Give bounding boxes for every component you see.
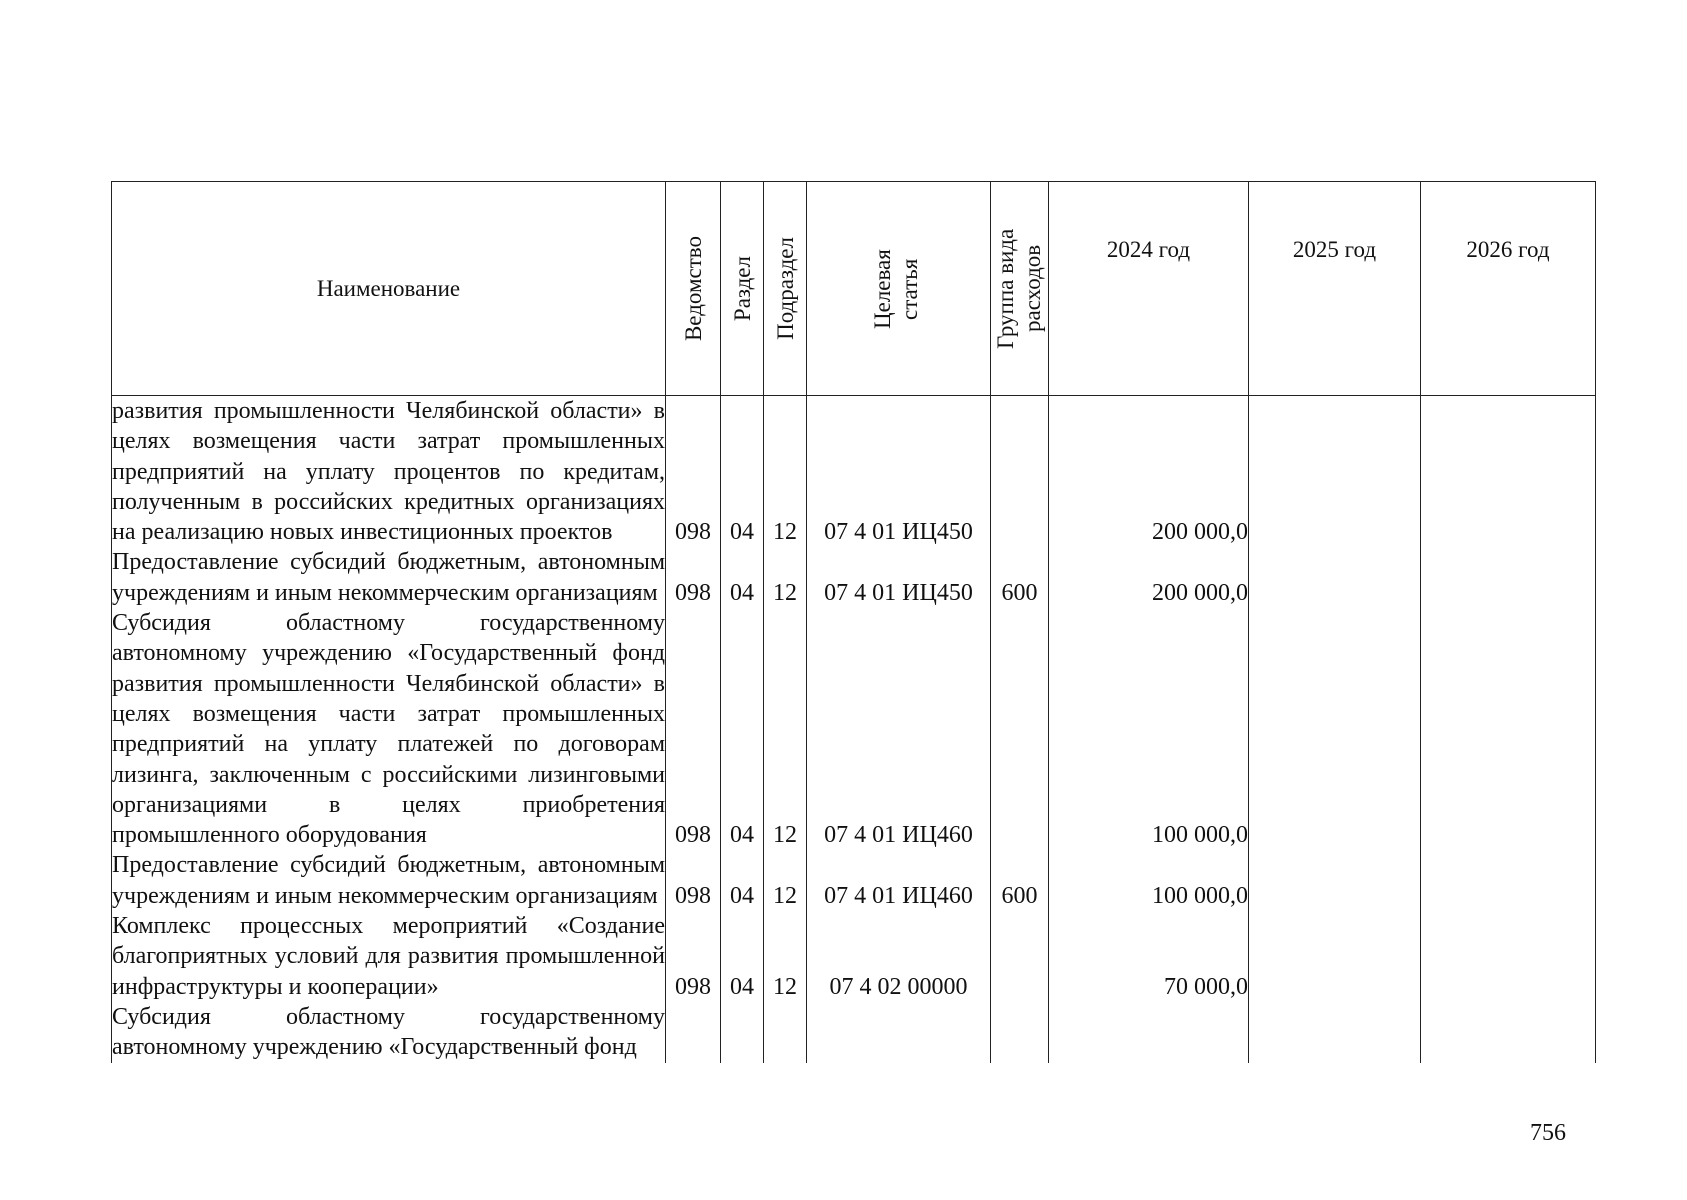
row-gruppa: 600 xyxy=(991,547,1049,608)
table-row xyxy=(112,850,1596,911)
row-vedomstvo xyxy=(666,1002,721,1063)
header-2026: 2026 год xyxy=(1421,182,1596,396)
row-podrazdel xyxy=(764,1002,807,1063)
row-2025 xyxy=(1249,396,1421,548)
table-row xyxy=(112,1002,1596,1063)
row-podrazdel: 12 xyxy=(764,850,807,911)
table-row xyxy=(112,396,1596,548)
row-celevaya-statya: 07 4 01 ИЦ450 xyxy=(807,547,991,608)
header-gruppa-vida-rashodov: Группа вида расходов xyxy=(991,182,1049,396)
row-razdel: 04 xyxy=(721,396,764,548)
table-row xyxy=(112,608,1596,850)
row-name: Субсидия областному государственному автономному учреждению «Государственный фонд развития промышленности Челябинской области» в целях возмещения части затрат промышленных предприятий на уплату платежей по договорам лизинга, заключенным с российскими лизинговыми организациями в целях приобретения промышленного оборудования xyxy=(112,608,666,850)
row-celevaya-statya: 07 4 01 ИЦ450 xyxy=(807,396,991,548)
row-vedomstvo: 098 xyxy=(666,547,721,608)
row-gruppa xyxy=(991,608,1049,850)
row-vedomstvo: 098 xyxy=(666,911,721,1002)
header-name: Наименование xyxy=(112,182,666,396)
row-name: развития промышленности Челябинской области» в целях возмещения части затрат промышленных предприятий на уплату процентов по кредитам, полученным в российских кредитных организациях на реализацию новых инвестиционных проектов xyxy=(112,396,666,548)
row-2024 xyxy=(1049,1002,1249,1063)
header-razdel: Раздел xyxy=(721,182,764,396)
row-celevaya-statya: 07 4 01 ИЦ460 xyxy=(807,850,991,911)
row-gruppa xyxy=(991,1002,1049,1063)
header-vedomstvo: Ведомство xyxy=(666,182,721,396)
row-2025 xyxy=(1249,911,1421,1002)
row-celevaya-statya: 07 4 01 ИЦ460 xyxy=(807,608,991,850)
header-2024: 2024 год xyxy=(1049,182,1249,396)
header-celevaya-statya: Целевая статья xyxy=(807,182,991,396)
row-2024: 100 000,0 xyxy=(1049,608,1249,850)
row-2024: 200 000,0 xyxy=(1049,547,1249,608)
row-podrazdel: 12 xyxy=(764,608,807,850)
row-2026 xyxy=(1421,547,1596,608)
row-gruppa xyxy=(991,396,1049,548)
row-celevaya-statya: 07 4 02 00000 xyxy=(807,911,991,1002)
row-razdel: 04 xyxy=(721,547,764,608)
row-vedomstvo: 098 xyxy=(666,850,721,911)
row-name: Предоставление субсидий бюджетным, автономным учреждениям и иным некоммерческим организациям xyxy=(112,547,666,608)
row-podrazdel: 12 xyxy=(764,911,807,1002)
row-2026 xyxy=(1421,608,1596,850)
row-2025 xyxy=(1249,547,1421,608)
row-name: Предоставление субсидий бюджетным, автономным учреждениям и иным некоммерческим организациям xyxy=(112,850,666,911)
row-2026 xyxy=(1421,396,1596,548)
row-vedomstvo: 098 xyxy=(666,608,721,850)
row-2024: 200 000,0 xyxy=(1049,396,1249,548)
row-gruppa xyxy=(991,911,1049,1002)
page-number: 756 xyxy=(1530,1120,1566,1146)
row-name: Комплекс процессных мероприятий «Создание благоприятных условий для развития промышленной инфраструктуры и кооперации» xyxy=(112,911,666,1002)
header-podrazdel: Подраздел xyxy=(764,182,807,396)
row-celevaya-statya xyxy=(807,1002,991,1063)
row-razdel xyxy=(721,1002,764,1063)
row-2024: 100 000,0 xyxy=(1049,850,1249,911)
row-name: Субсидия областному государственному автономному учреждению «Государственный фонд xyxy=(112,1002,666,1063)
row-gruppa: 600 xyxy=(991,850,1049,911)
table-row xyxy=(112,547,1596,608)
header-2025: 2025 год xyxy=(1249,182,1421,396)
row-2025 xyxy=(1249,608,1421,850)
row-2026 xyxy=(1421,911,1596,1002)
row-2024: 70 000,0 xyxy=(1049,911,1249,1002)
row-vedomstvo: 098 xyxy=(666,396,721,548)
row-2025 xyxy=(1249,1002,1421,1063)
row-podrazdel: 12 xyxy=(764,396,807,548)
budget-table xyxy=(111,181,1596,1063)
row-podrazdel: 12 xyxy=(764,547,807,608)
row-2025 xyxy=(1249,850,1421,911)
table-header-row xyxy=(112,182,1596,396)
row-razdel: 04 xyxy=(721,850,764,911)
table-row xyxy=(112,911,1596,1002)
row-2026 xyxy=(1421,1002,1596,1063)
row-2026 xyxy=(1421,850,1596,911)
row-razdel: 04 xyxy=(721,608,764,850)
row-razdel: 04 xyxy=(721,911,764,1002)
